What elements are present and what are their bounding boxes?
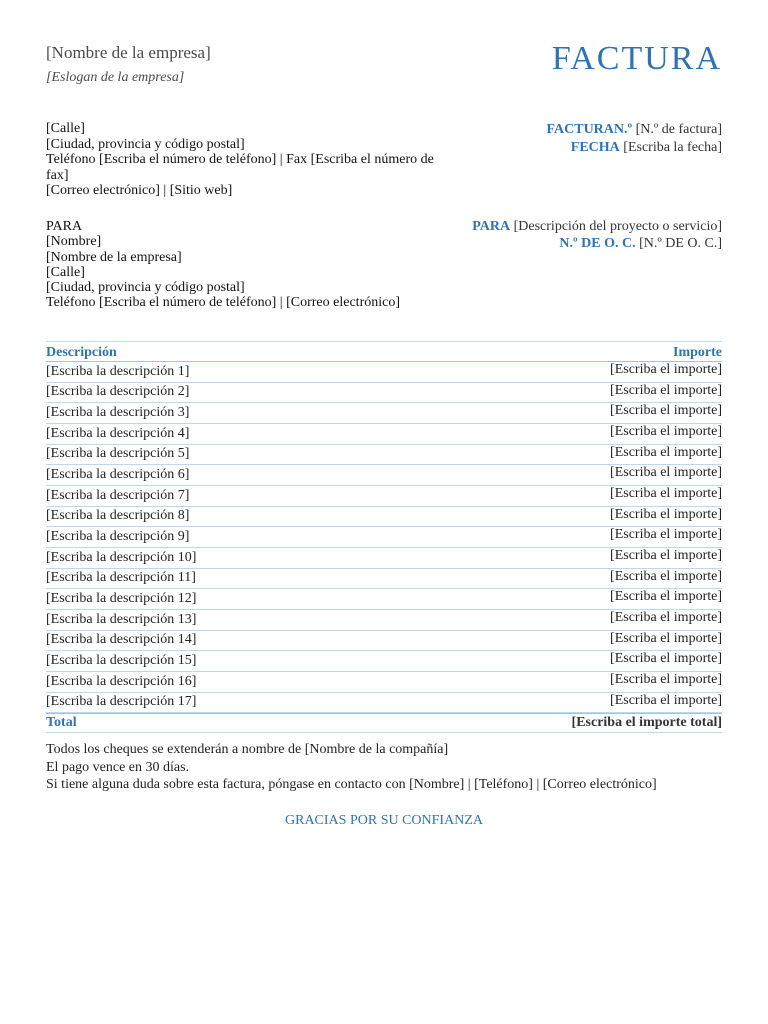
thank-you-message: GRACIAS POR SU CONFIANZA [285,813,483,828]
invoice-number-value[interactable]: [N.º de factura] [635,122,722,137]
table-row [46,465,722,486]
recipient-heading: PARA [46,219,83,234]
row-description[interactable]: [Escriba la descripción 10] [46,549,197,565]
invoice-date-value[interactable]: [Escriba la fecha] [623,140,722,155]
project-description[interactable]: [Descripción del proyecto o servicio] [513,219,722,234]
table-row [46,362,722,383]
invoice-meta [362,121,722,157]
contact-note: Si tiene alguna duda sobre esta factura, póngase en contacto con [Nombre] | [Teléfono] | [Correo electrónico] [46,777,657,792]
row-description[interactable]: [Escriba la descripción 12] [46,591,197,607]
row-amount[interactable]: [Escriba el importe] [610,589,722,605]
table-row [46,693,722,714]
table-row [46,383,722,404]
document-title: FACTURA [551,40,722,77]
recipient-city[interactable]: [Ciudad, provincia y código postal] [46,280,245,296]
table-row [46,569,722,590]
row-amount[interactable]: [Escriba el importe] [610,382,722,398]
row-amount[interactable]: [Escriba el importe] [610,692,722,708]
row-description[interactable]: [Escriba la descripción 16] [46,673,197,689]
table-header [46,341,722,362]
row-amount[interactable]: [Escriba el importe] [610,485,722,501]
sender-phone-fax[interactable]: Teléfono [Escriba el número de teléfono] | Fax [Escriba el número de fax] [46,152,434,183]
total-label: Total [46,715,77,731]
row-amount[interactable]: [Escriba el importe] [610,671,722,687]
row-description[interactable]: [Escriba la descripción 13] [46,611,197,627]
row-description[interactable]: [Escriba la descripción 8] [46,508,190,524]
row-amount[interactable]: [Escriba el importe] [610,651,722,667]
sender-email-web[interactable]: [Correo electrónico] | [Sitio web] [46,183,233,198]
row-amount[interactable]: [Escriba el importe] [610,609,722,625]
po-value[interactable]: [N.º DE O. C.] [639,236,722,251]
row-amount[interactable]: [Escriba el importe] [610,444,722,460]
row-amount[interactable]: [Escriba el importe] [610,423,722,439]
invoice-number-label: FACTURAN.º [546,122,633,137]
total-row [46,713,722,733]
row-amount[interactable]: [Escriba el importe] [610,568,722,584]
company-slogan[interactable]: [Eslogan de la empresa] [46,70,185,85]
sender-street[interactable]: [Calle] [46,121,85,136]
project-line [362,218,722,235]
row-description[interactable]: [Escriba la descripción 15] [46,653,197,669]
row-description[interactable]: [Escriba la descripción 2] [46,384,190,400]
invoice-date-label: FECHA [570,140,620,155]
row-description[interactable]: [Escriba la descripción 4] [46,425,190,441]
recipient-phone-email[interactable]: Teléfono [Escriba el número de teléfono] | [Correo electrónico] [46,295,400,311]
total-amount[interactable]: [Escriba el importe total] [571,715,722,731]
table-body [46,362,722,713]
po-label: N.º DE O. C. [559,236,636,251]
row-amount[interactable]: [Escriba el importe] [610,527,722,543]
line-items-table [46,341,722,733]
row-description[interactable]: [Escriba la descripción 6] [46,467,190,483]
row-description[interactable]: [Escriba la descripción 17] [46,694,197,710]
table-row [46,424,722,445]
company-name[interactable]: [Nombre de la empresa] [46,43,211,62]
row-description[interactable]: [Escriba la descripción 7] [46,487,190,503]
due-note: El pago vence en 30 días. [46,759,190,775]
table-row [46,403,722,424]
row-description[interactable]: [Escriba la descripción 5] [46,446,190,462]
row-description[interactable]: [Escriba la descripción 3] [46,405,190,421]
row-description[interactable]: [Escriba la descripción 1] [46,363,190,379]
cheque-note: Todos los cheques se extenderán a nombre de [Nombre de la compañía] [46,742,449,757]
row-amount[interactable]: [Escriba el importe] [610,506,722,522]
row-description[interactable]: [Escriba la descripción 11] [46,570,196,586]
table-row [46,672,722,693]
row-amount[interactable]: [Escriba el importe] [610,465,722,481]
column-header-description: Descripción [46,345,117,360]
table-row [46,589,722,610]
table-row [46,651,722,672]
invoice-number-line [362,121,722,139]
invoice-date-line [362,139,722,157]
table-row [46,631,722,652]
payment-notes [46,741,722,794]
table-row [46,548,722,569]
table-row [46,445,722,466]
table-row [46,507,722,528]
table-row [46,527,722,548]
project-label: PARA [472,219,511,234]
recipient-company[interactable]: [Nombre de la empresa] [46,249,182,265]
recipient-street[interactable]: [Calle] [46,264,85,280]
table-row [46,610,722,631]
po-line [362,235,722,252]
table-row [46,486,722,507]
column-header-amount: Importe [673,345,722,360]
row-amount[interactable]: [Escriba el importe] [610,362,722,377]
row-amount[interactable]: [Escriba el importe] [610,403,722,419]
invoice-page [46,0,722,1024]
row-amount[interactable]: [Escriba el importe] [610,547,722,563]
recipient-name[interactable]: [Nombre] [46,234,102,250]
sender-city[interactable]: [Ciudad, provincia y código postal] [46,136,245,152]
row-description[interactable]: [Escriba la descripción 9] [46,529,190,545]
project-info [362,218,722,252]
row-amount[interactable]: [Escriba el importe] [610,630,722,646]
row-description[interactable]: [Escriba la descripción 14] [46,632,197,648]
